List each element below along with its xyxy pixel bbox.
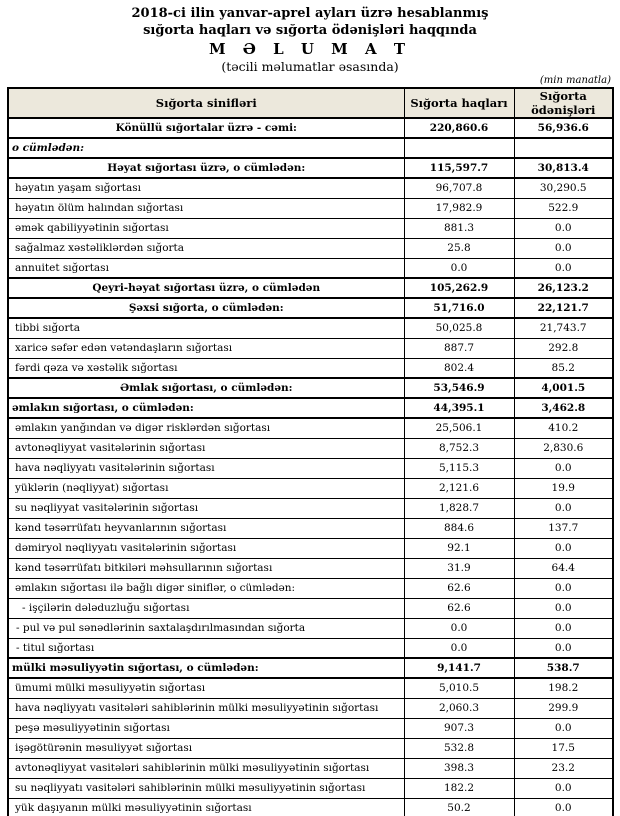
- payments-value: 0.0: [514, 238, 613, 258]
- payments-value: 0.0: [514, 218, 613, 238]
- premiums-value: 50,025.8: [404, 318, 514, 338]
- premiums-value: 220,860.6: [404, 118, 514, 138]
- payments-value: 85.2: [514, 358, 613, 378]
- premiums-value: 2,060.3: [404, 698, 514, 718]
- payments-value: 410.2: [514, 418, 613, 438]
- row-label: əmlakın yanğından və digər risklərdən sığortası: [8, 418, 404, 438]
- payments-value: 23.2: [514, 758, 613, 778]
- premiums-value: 0.0: [404, 638, 514, 658]
- payments-value: 30,813.4: [514, 158, 613, 178]
- premiums-value: [404, 138, 514, 158]
- payments-value: 0.0: [514, 618, 613, 638]
- row-label: Könüllü sığortalar üzrə - cəmi:: [8, 118, 404, 138]
- row-label: həyatın yaşam sığortası: [8, 178, 404, 198]
- premiums-value: 25.8: [404, 238, 514, 258]
- row-label: annuitet sığortası: [8, 258, 404, 278]
- column-header-premiums: Sığorta haqları: [404, 88, 514, 118]
- insurance-table: [7, 87, 614, 816]
- table-row: [8, 798, 613, 816]
- premiums-value: 881.3: [404, 218, 514, 238]
- premiums-value: 0.0: [404, 258, 514, 278]
- row-label: - işçilərin dələduzluğu sığortası: [8, 598, 404, 618]
- table-row: [8, 458, 613, 478]
- premiums-value: 115,597.7: [404, 158, 514, 178]
- premiums-value: 182.2: [404, 778, 514, 798]
- table-row: [8, 158, 613, 178]
- payments-value: 17.5: [514, 738, 613, 758]
- row-label: - pul və pul sənədlərinin saxtalaşdırılmasından sığorta: [8, 618, 404, 638]
- premiums-value: 5,010.5: [404, 678, 514, 698]
- table-row: [8, 678, 613, 698]
- premiums-value: 9,141.7: [404, 658, 514, 678]
- insurance-table-body: [8, 118, 613, 816]
- header-row: [8, 88, 613, 118]
- table-row: [8, 258, 613, 278]
- row-label: fərdi qəza və xəstəlik sığortası: [8, 358, 404, 378]
- row-label: yük daşıyanın mülki məsuliyyətinin sığortası: [8, 798, 404, 816]
- payments-value: 0.0: [514, 718, 613, 738]
- payments-value: 0.0: [514, 798, 613, 816]
- row-label: xaricə səfər edən vətəndaşların sığortası: [8, 338, 404, 358]
- premiums-value: 5,115.3: [404, 458, 514, 478]
- payments-value: 299.9: [514, 698, 613, 718]
- table-row: [8, 758, 613, 778]
- table-row: [8, 438, 613, 458]
- row-label: tibbi sığorta: [8, 318, 404, 338]
- payments-value: 0.0: [514, 778, 613, 798]
- payments-value: 522.9: [514, 198, 613, 218]
- column-header-payments: Sığorta ödənişləri: [514, 88, 613, 118]
- report-title-line1: 2018-ci ilin yanvar-aprel ayları üzrə hesablanmış: [131, 6, 489, 21]
- row-label: kənd təsərrüfatı bitkiləri məhsullarının sığortası: [8, 558, 404, 578]
- payments-value: 4,001.5: [514, 378, 613, 398]
- table-row: [8, 278, 613, 298]
- table-row: [8, 558, 613, 578]
- table-row: [8, 138, 613, 158]
- table-row: [8, 498, 613, 518]
- table-row: [8, 378, 613, 398]
- row-label: Əmlak sığortası, o cümlədən:: [8, 378, 404, 398]
- premiums-value: 532.8: [404, 738, 514, 758]
- payments-value: 64.4: [514, 558, 613, 578]
- table-row: [8, 338, 613, 358]
- premiums-value: 802.4: [404, 358, 514, 378]
- table-row: [8, 118, 613, 138]
- table-row: [8, 778, 613, 798]
- row-label: Qeyri-həyat sığortası üzrə, o cümlədən: [8, 278, 404, 298]
- table-row: [8, 318, 613, 338]
- table-row: [8, 718, 613, 738]
- payments-value: 0.0: [514, 538, 613, 558]
- premiums-value: 2,121.6: [404, 478, 514, 498]
- premiums-value: 907.3: [404, 718, 514, 738]
- payments-value: 0.0: [514, 458, 613, 478]
- row-label: əmlakın sığortası, o cümlədən:: [8, 398, 404, 418]
- payments-value: 0.0: [514, 598, 613, 618]
- payments-value: 292.8: [514, 338, 613, 358]
- row-label: Həyat sığortası üzrə, o cümlədən:: [8, 158, 404, 178]
- payments-value: 0.0: [514, 578, 613, 598]
- table-row: [8, 198, 613, 218]
- report-title-line2: sığorta haqları və sığorta ödənişləri haqqında: [143, 23, 477, 38]
- premiums-value: 884.6: [404, 518, 514, 538]
- table-header: [8, 88, 613, 118]
- payments-value: 19.9: [514, 478, 613, 498]
- table-row: [8, 538, 613, 558]
- payments-value: 0.0: [514, 258, 613, 278]
- premiums-value: 1,828.7: [404, 498, 514, 518]
- premiums-value: 398.3: [404, 758, 514, 778]
- row-label: yüklərin (nəqliyyat) sığortası: [8, 478, 404, 498]
- row-label: o cümlədən:: [8, 138, 404, 158]
- row-label: su nəqliyyat vasitələrinin sığortası: [8, 498, 404, 518]
- table-row: [8, 518, 613, 538]
- table-row: [8, 398, 613, 418]
- payments-value: 0.0: [514, 498, 613, 518]
- premiums-value: 25,506.1: [404, 418, 514, 438]
- payments-value: 22,121.7: [514, 298, 613, 318]
- table-row: [8, 618, 613, 638]
- report-title-melumat: M Ə L U M A T: [208, 40, 412, 58]
- table-row: [8, 298, 613, 318]
- row-label: su nəqliyyatı vasitələri sahiblərinin mülki məsuliyyətinin sığortası: [8, 778, 404, 798]
- payments-value: 30,290.5: [514, 178, 613, 198]
- premiums-value: 62.6: [404, 578, 514, 598]
- premiums-value: 51,716.0: [404, 298, 514, 318]
- payments-value: 26,123.2: [514, 278, 613, 298]
- premiums-value: 44,395.1: [404, 398, 514, 418]
- premiums-value: 887.7: [404, 338, 514, 358]
- row-label: həyatın ölüm halından sığortası: [8, 198, 404, 218]
- table-row: [8, 418, 613, 438]
- premiums-value: 96,707.8: [404, 178, 514, 198]
- premiums-value: 50.2: [404, 798, 514, 816]
- payments-value: 21,743.7: [514, 318, 613, 338]
- payments-value: 56,936.6: [514, 118, 613, 138]
- premiums-value: 31.9: [404, 558, 514, 578]
- premiums-value: 105,262.9: [404, 278, 514, 298]
- table-row: [8, 218, 613, 238]
- payments-value: [514, 138, 613, 158]
- premiums-value: 62.6: [404, 598, 514, 618]
- row-label: - titul sığortası: [8, 638, 404, 658]
- premiums-value: 8,752.3: [404, 438, 514, 458]
- row-label: Şəxsi sığorta, o cümlədən:: [8, 298, 404, 318]
- premiums-value: 17,982.9: [404, 198, 514, 218]
- table-row: [8, 738, 613, 758]
- table-row: [8, 698, 613, 718]
- premiums-value: 53,546.9: [404, 378, 514, 398]
- row-label: peşə məsuliyyətinin sığortası: [8, 718, 404, 738]
- row-label: hava nəqliyyatı vasitələri sahiblərinin mülki məsuliyyətinin sığortası: [8, 698, 404, 718]
- payments-value: 3,462.8: [514, 398, 613, 418]
- payments-value: 198.2: [514, 678, 613, 698]
- row-label: avtonəqliyyat vasitələri sahiblərinin mülki məsuliyyətinin sığortası: [8, 758, 404, 778]
- payments-value: 2,830.6: [514, 438, 613, 458]
- row-label: mülki məsuliyyətin sığortası, o cümlədən:: [8, 658, 404, 678]
- row-label: kənd təsərrüfatı heyvanlarının sığortası: [8, 518, 404, 538]
- table-row: [8, 598, 613, 618]
- table-row: [8, 178, 613, 198]
- table-row: [8, 478, 613, 498]
- table-row: [8, 638, 613, 658]
- row-label: işəgötürənin məsuliyyət sığortası: [8, 738, 404, 758]
- row-label: hava nəqliyyatı vasitələrinin sığortası: [8, 458, 404, 478]
- table-row: [8, 238, 613, 258]
- table-row: [8, 578, 613, 598]
- premiums-value: 0.0: [404, 618, 514, 638]
- row-label: əmək qabiliyyətinin sığortası: [8, 218, 404, 238]
- table-row: [8, 658, 613, 678]
- unit-note: (min manatla): [539, 75, 611, 86]
- report-title-subnote: (təcili məlumatlar əsasında): [221, 59, 399, 74]
- table-row: [8, 358, 613, 378]
- row-label: avtonəqliyyat vasitələrinin sığortası: [8, 438, 404, 458]
- row-label: əmlakın sığortası ilə bağlı digər siniflər, o cümlədən:: [8, 578, 404, 598]
- row-label: dəmiryol nəqliyyatı vasitələrinin sığortası: [8, 538, 404, 558]
- payments-value: 137.7: [514, 518, 613, 538]
- column-header-classes: Sığorta sinifləri: [8, 88, 404, 118]
- premiums-value: 92.1: [404, 538, 514, 558]
- payments-value: 538.7: [514, 658, 613, 678]
- payments-value: 0.0: [514, 638, 613, 658]
- row-label: ümumi mülki məsuliyyətin sığortası: [8, 678, 404, 698]
- row-label: sağalmaz xəstəliklərdən sığorta: [8, 238, 404, 258]
